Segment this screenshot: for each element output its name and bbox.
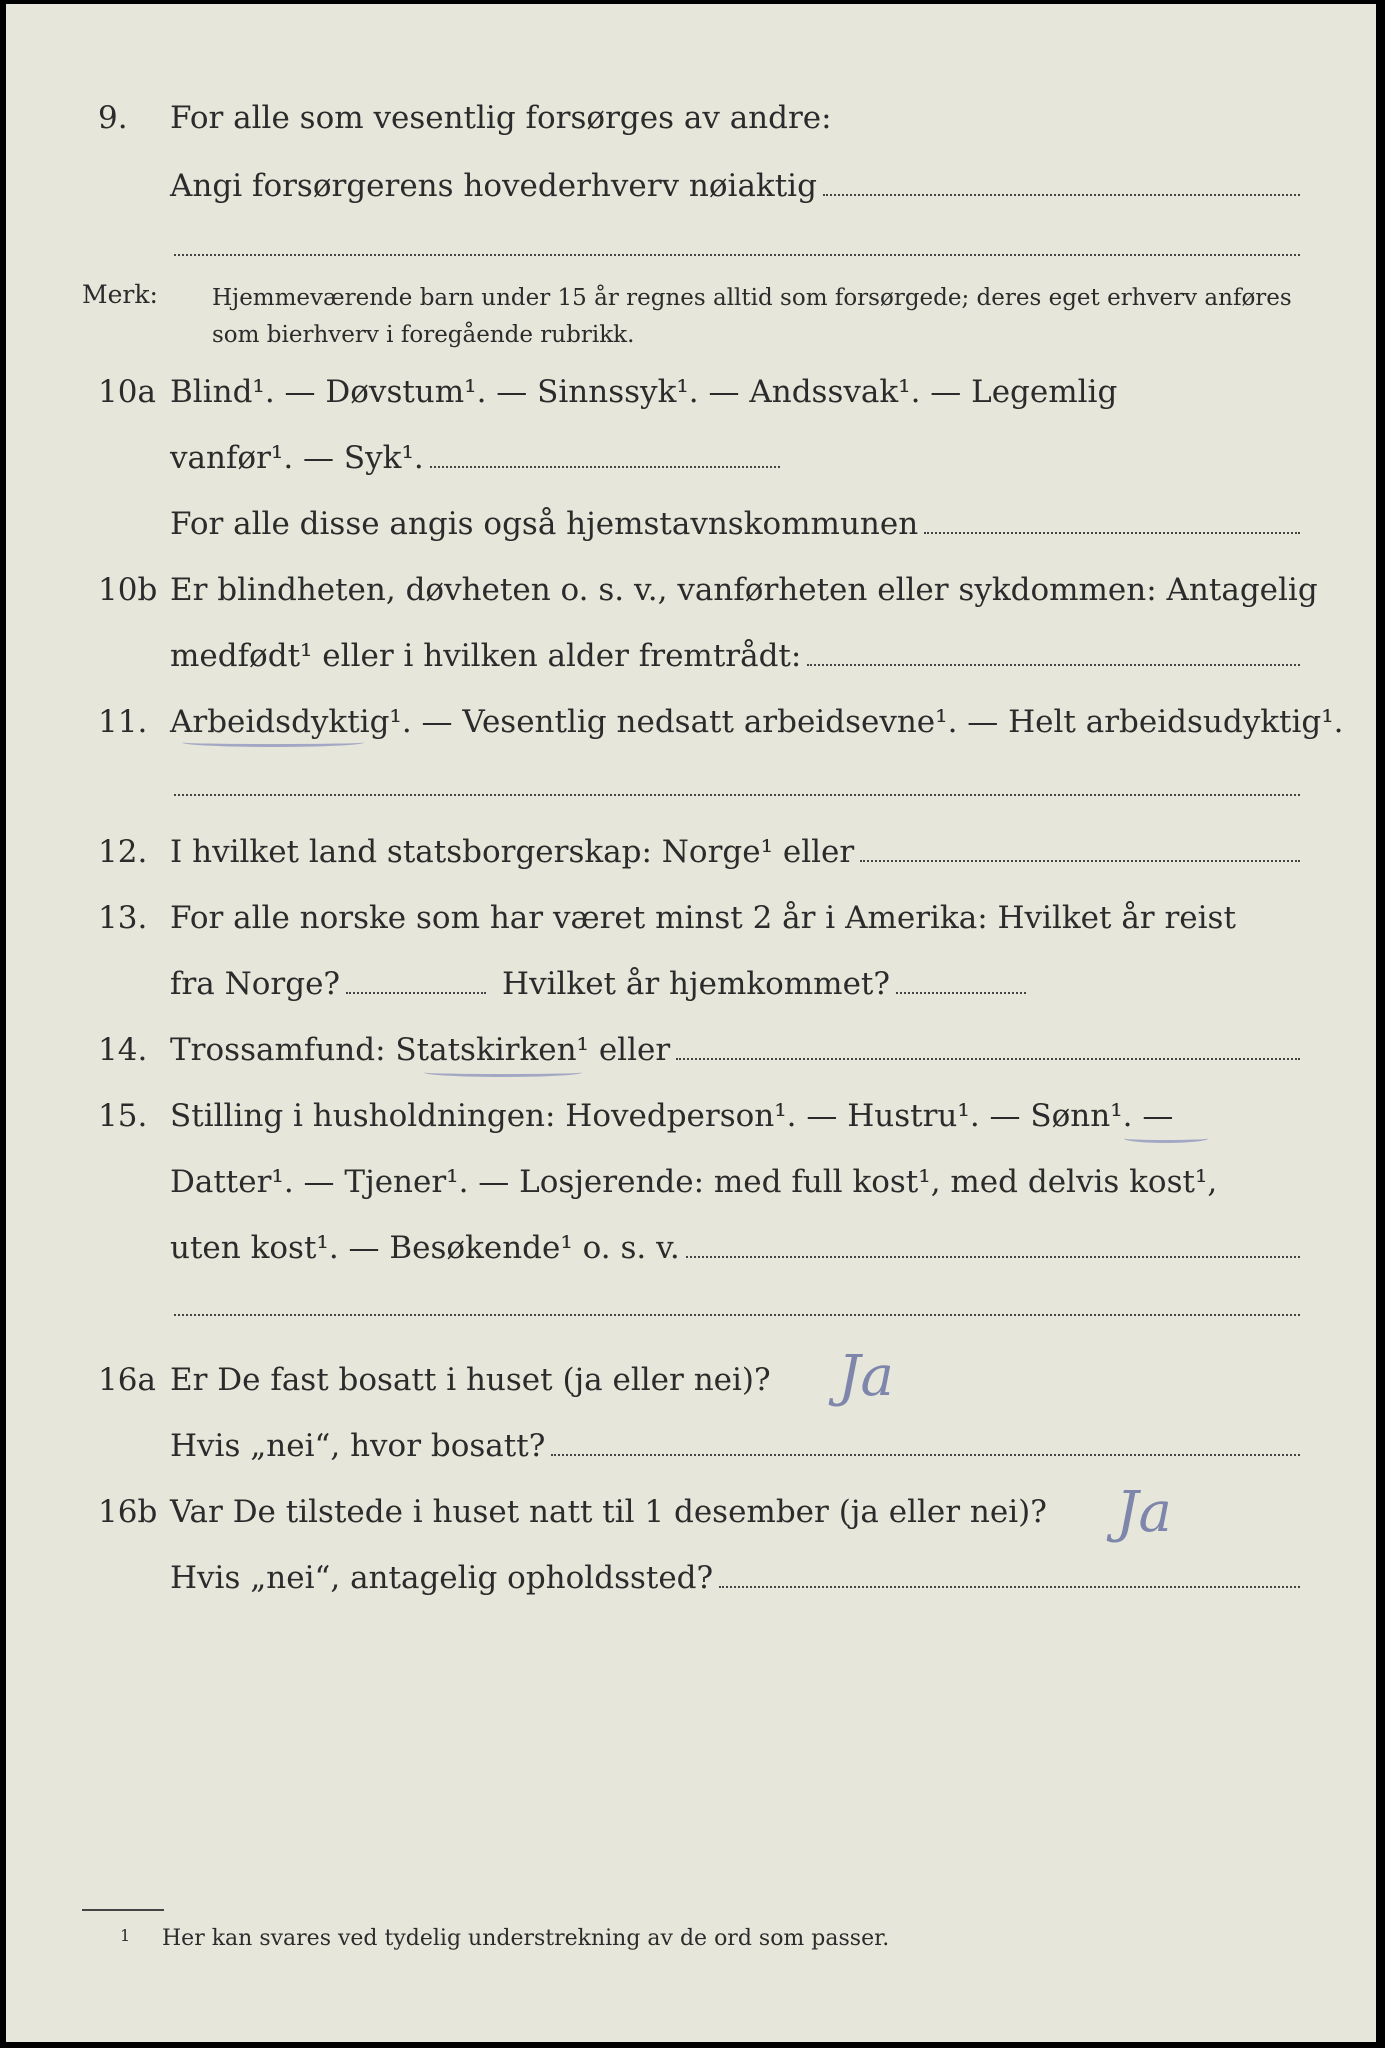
question-number: 13. — [98, 900, 148, 936]
answer-line[interactable] — [719, 1585, 1300, 1588]
census-form-page — [6, 4, 1376, 2042]
question-16b-line-2 — [6, 1560, 1376, 1620]
footnote-divider — [82, 1909, 164, 1911]
question-number: 14. — [98, 1032, 148, 1068]
answer-line[interactable] — [430, 465, 780, 468]
question-text: For alle norske som har været minst 2 år i Amerika: Hvilket år reist — [170, 900, 1236, 936]
question-number: 16b — [98, 1494, 158, 1530]
question-10a-line-2 — [6, 440, 1376, 500]
answer-line[interactable] — [676, 1057, 1300, 1060]
question-text: I hvilket land statsborgerskap: Norge¹ eller — [170, 834, 855, 870]
question-text: uten kost¹. — Besøkende¹ o. s. v. — [170, 1230, 680, 1266]
question-text: Hvilket år hjemkommet? — [502, 966, 891, 1002]
handwritten-answer: Ja — [838, 1344, 894, 1409]
question-text: Hvis „nei“, hvor bosatt? — [170, 1428, 546, 1464]
question-text: For alle disse angis også hjemstavnskommunen — [170, 506, 919, 542]
question-16a — [6, 1362, 1376, 1422]
answer-line[interactable] — [686, 1255, 1300, 1258]
section-divider — [174, 1314, 1300, 1316]
question-text: Hvis „nei“, antagelig opholdssted? — [170, 1560, 714, 1596]
question-text: For alle som vesentlig forsørges av andre: — [170, 100, 832, 136]
question-9 — [6, 100, 1376, 160]
question-text: vanfør¹. — Syk¹. — [170, 440, 424, 476]
footnote-text: Her kan svares ved tydelig understrekning av de ord som passer. — [162, 1926, 890, 1951]
question-number: 10b — [98, 572, 158, 608]
section-divider — [174, 254, 1300, 256]
answer-line[interactable] — [823, 193, 1300, 196]
question-13-line-2 — [6, 966, 1376, 1026]
question-number: 15. — [98, 1098, 148, 1134]
question-11 — [6, 704, 1376, 764]
question-text: Datter¹. — Tjener¹. — Losjerende: med full kost¹, med delvis kost¹, — [170, 1164, 1218, 1200]
section-divider — [174, 794, 1300, 796]
question-13 — [6, 900, 1376, 960]
question-text: Arbeidsdyktig¹. — Vesentlig nedsatt arbeidsevne¹. — Helt arbeidsudyktig¹. — [170, 704, 1344, 740]
question-14 — [6, 1032, 1376, 1092]
question-text: Trossamfund: Statskirken¹ eller — [170, 1032, 671, 1068]
question-number: 11. — [98, 704, 148, 740]
note-text: Hjemmeværende barn under 15 år regnes alltid som forsørgede; deres eget erhverv anføres som bierhverv i foregående rubrikk. — [212, 285, 1292, 348]
question-number: 9. — [98, 100, 128, 136]
question-10b-line-2 — [6, 638, 1376, 698]
handwritten-underline — [1124, 1134, 1208, 1143]
question-15-line-3 — [6, 1230, 1376, 1290]
question-10a-line-3 — [6, 506, 1376, 566]
question-15 — [6, 1098, 1376, 1158]
answer-line[interactable] — [924, 531, 1300, 534]
question-text: medfødt¹ eller i hvilken alder fremtrådt: — [170, 638, 802, 674]
question-text: Er De fast bosatt i huset (ja eller nei)? — [170, 1362, 771, 1398]
question-15-line-2 — [6, 1164, 1376, 1224]
question-9-line-2 — [6, 168, 1376, 228]
handwritten-answer: Ja — [1116, 1480, 1172, 1545]
handwritten-underline — [424, 1068, 582, 1077]
answer-line[interactable] — [551, 1453, 1300, 1456]
question-12 — [6, 834, 1376, 894]
handwritten-underline — [182, 738, 364, 747]
answer-line[interactable] — [807, 663, 1300, 666]
question-number: 10a — [98, 374, 156, 410]
question-10a — [6, 374, 1376, 434]
question-number: 16a — [98, 1362, 156, 1398]
question-10b — [6, 572, 1376, 632]
question-text: fra Norge? — [170, 966, 341, 1002]
answer-line[interactable] — [860, 859, 1300, 862]
question-text: Angi forsørgerens hovederhverv nøiaktig — [170, 168, 817, 204]
question-text: Er blindheten, døvheten o. s. v., vanførheten eller sykdommen: Antagelig — [170, 572, 1318, 608]
note-label: Merk: — [82, 280, 158, 309]
question-16a-line-2 — [6, 1428, 1376, 1488]
answer-line[interactable] — [346, 991, 486, 994]
question-text: Stilling i husholdningen: Hovedperson¹. — Hustru¹. — Sønn¹. — — [170, 1098, 1174, 1134]
footnote-mark: 1 — [120, 1926, 131, 1945]
question-number: 12. — [98, 834, 148, 870]
question-text: Blind¹. — Døvstum¹. — Sinnssyk¹. — Andssvak¹. — Legemlig — [170, 374, 1118, 410]
answer-line[interactable] — [896, 991, 1026, 994]
question-text: Var De tilstede i huset natt til 1 desember (ja eller nei)? — [170, 1494, 1047, 1530]
